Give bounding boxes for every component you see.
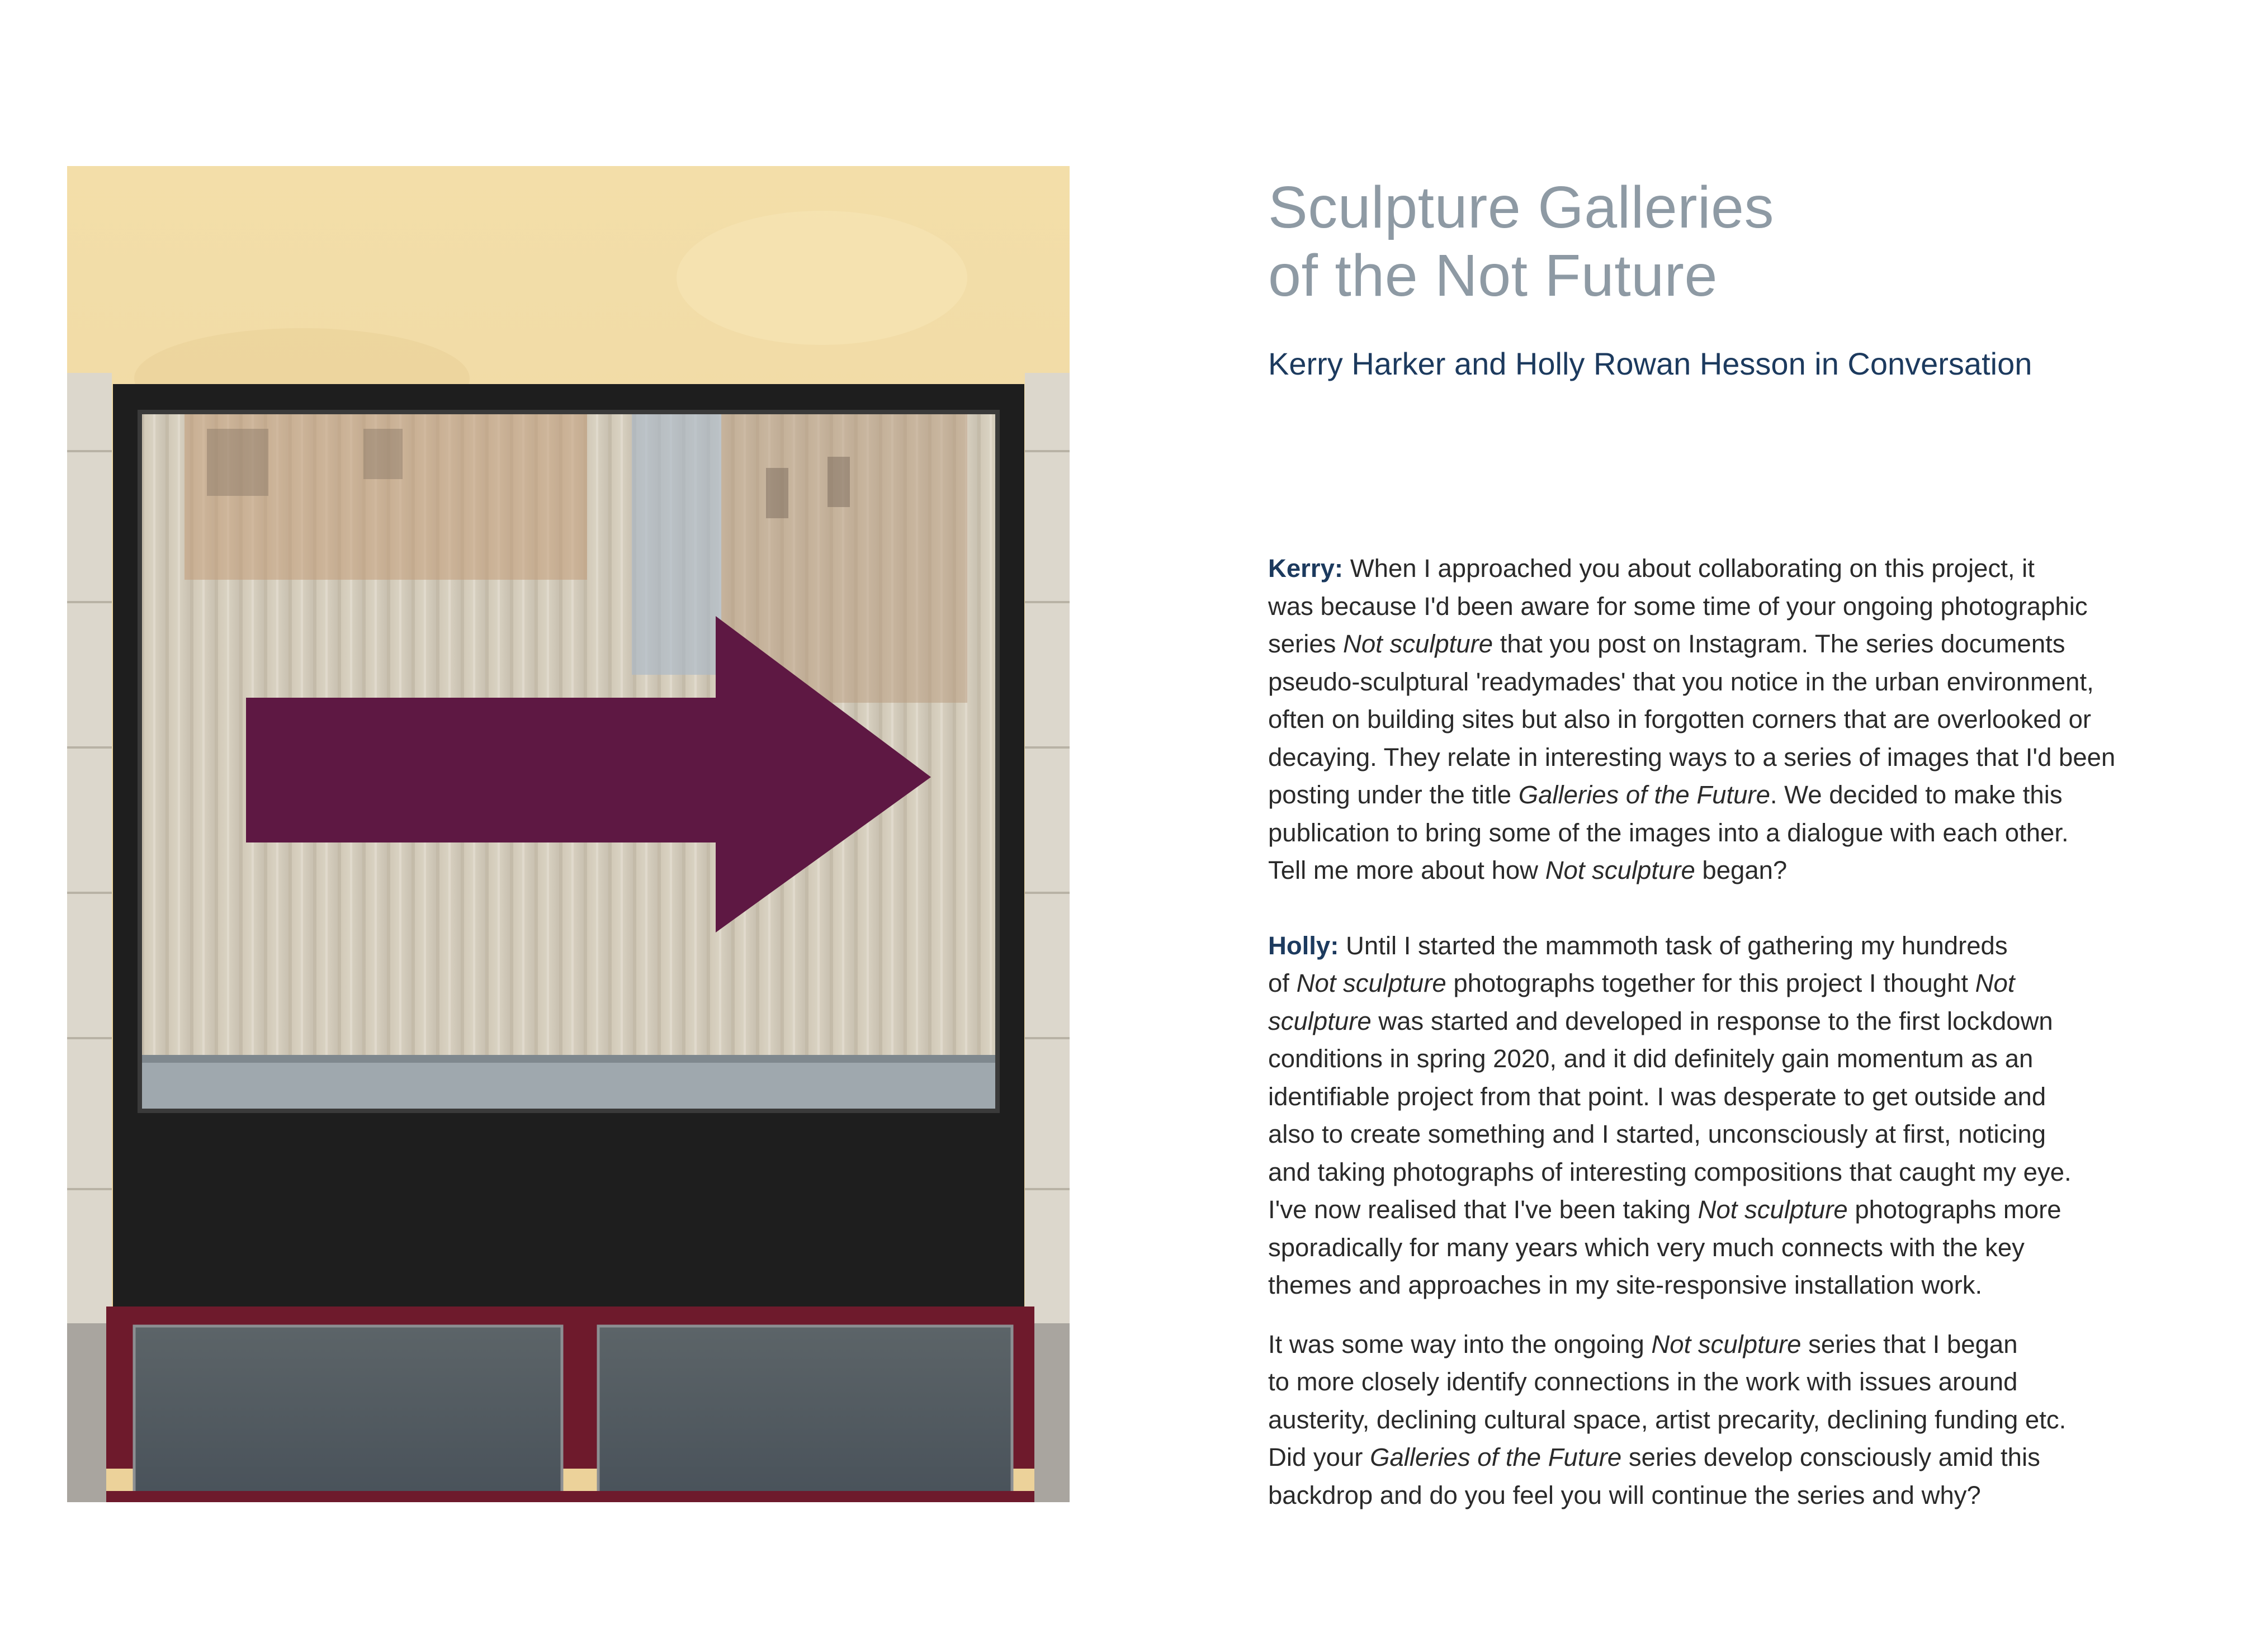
text-run: It was some way into the ongoing <box>1268 1329 1652 1358</box>
italic-title: Not sculpture <box>1545 856 1695 884</box>
text-line <box>1268 588 2174 626</box>
holly-paragraph-continued <box>1268 1326 2174 1514</box>
text-run: sporadically for many years which very much connects with the key <box>1268 1233 2025 1262</box>
text-line <box>1268 739 2174 777</box>
italic-title: Galleries of the Future <box>1370 1443 1622 1471</box>
italic-title: Not sculpture <box>1343 629 1493 658</box>
conversation-body <box>1268 550 2174 1514</box>
text-line <box>1268 700 2174 739</box>
shop-window-photo <box>67 166 1070 1502</box>
text-run: backdrop and do you feel you will continue the series and why? <box>1268 1480 1981 1509</box>
text-run: austerity, declining cultural space, artist precarity, declining funding etc. <box>1268 1405 2067 1434</box>
text-run: I've now realised that I've been taking <box>1268 1195 1698 1224</box>
text-run: to more closely identify connections in the work with issues around <box>1268 1367 2018 1396</box>
kerry-paragraph <box>1268 550 2174 889</box>
text-line <box>1268 927 2174 965</box>
text-run: Did your <box>1268 1443 1370 1471</box>
text-line <box>1268 1363 2174 1401</box>
italic-title: Not <box>1975 969 2015 997</box>
text-run: pseudo-sculptural 'readymades' that you notice in the urban environment, <box>1268 667 2094 696</box>
speaker-label: Kerry: <box>1268 554 1344 583</box>
italic-title: Not sculpture <box>1697 1195 1848 1224</box>
text-line <box>1268 1078 2174 1116</box>
title-block <box>1268 173 2163 382</box>
text-line <box>1268 550 2174 588</box>
text-line <box>1268 1326 2174 1364</box>
text-run: series develop consciously amid this <box>1621 1443 2040 1471</box>
text-run: Tell me more about how <box>1268 856 1545 884</box>
text-run: photographs more <box>1847 1195 2061 1224</box>
text-run: When I approached you about collaborating on this project, it <box>1343 554 2035 583</box>
text-run: began? <box>1695 856 1788 884</box>
italic-title: sculpture <box>1268 1006 1372 1035</box>
text-line <box>1268 1191 2174 1229</box>
page-title <box>1268 173 2163 310</box>
italic-title: Galleries of the Future <box>1518 780 1770 809</box>
text-run: was because I'd been aware for some time of your ongoing photographic <box>1268 591 2088 621</box>
text-line <box>1268 1401 2174 1439</box>
text-line <box>1268 1266 2174 1304</box>
text-run: photographs together for this project I thought <box>1446 969 1975 997</box>
text-line <box>1268 814 2174 852</box>
text-line <box>1268 625 2174 663</box>
text-run: Until I started the mammoth task of gathering my hundreds <box>1339 931 2008 960</box>
text-line <box>1268 964 2174 1002</box>
italic-title: Not sculpture <box>1651 1329 1801 1358</box>
text-run: also to create something and I started, unconsciously at first, noticing <box>1268 1120 2046 1148</box>
italic-title: Not sculpture <box>1296 969 1446 997</box>
holly-paragraph <box>1268 927 2174 1304</box>
text-line <box>1268 663 2174 701</box>
text-run: series <box>1268 629 1344 658</box>
page-subtitle: Kerry Harker and Holly Rowan Hesson in Conversation <box>1268 346 2032 381</box>
text-run: often on building sites but also in forgotten corners that are overlooked or <box>1268 705 2092 733</box>
text-line <box>1268 1153 2174 1191</box>
text-line <box>1268 1040 2174 1078</box>
shop-window-with-arrow-photo <box>67 166 1070 1502</box>
text-line <box>1268 1229 2174 1267</box>
text-run: of <box>1268 969 1297 997</box>
text-run: . We decided to make this <box>1770 780 2063 809</box>
text-run: themes and approaches in my site-responsive installation work. <box>1268 1271 1983 1299</box>
text-run: and taking photographs of interesting compositions that caught my eye. <box>1268 1157 2072 1186</box>
text-line <box>1268 776 2174 814</box>
text-run: was started and developed in response to the first lockdown <box>1371 1006 2053 1035</box>
text-run: that you post on Instagram. The series documents <box>1493 629 2065 658</box>
text-line <box>1268 1115 2174 1153</box>
title-line-1: Sculpture Galleries <box>1268 174 1775 240</box>
title-line-2: of the Not Future <box>1268 243 1718 309</box>
text-run: series that I began <box>1801 1329 2018 1358</box>
speaker-label: Holly: <box>1268 931 1339 960</box>
text-line <box>1268 1002 2174 1040</box>
text-line <box>1268 1438 2174 1476</box>
text-run: posting under the title <box>1268 780 1519 809</box>
text-run: identifiable project from that point. I was desperate to get outside and <box>1268 1082 2046 1111</box>
text-run: publication to bring some of the images into a dialogue with each other. <box>1268 818 2069 847</box>
text-run: decaying. They relate in interesting ways to a series of images that I'd been <box>1268 742 2116 771</box>
text-line <box>1268 851 2174 889</box>
text-run: conditions in spring 2020, and it did definitely gain momentum as an <box>1268 1044 2034 1073</box>
text-line <box>1268 1476 2174 1514</box>
